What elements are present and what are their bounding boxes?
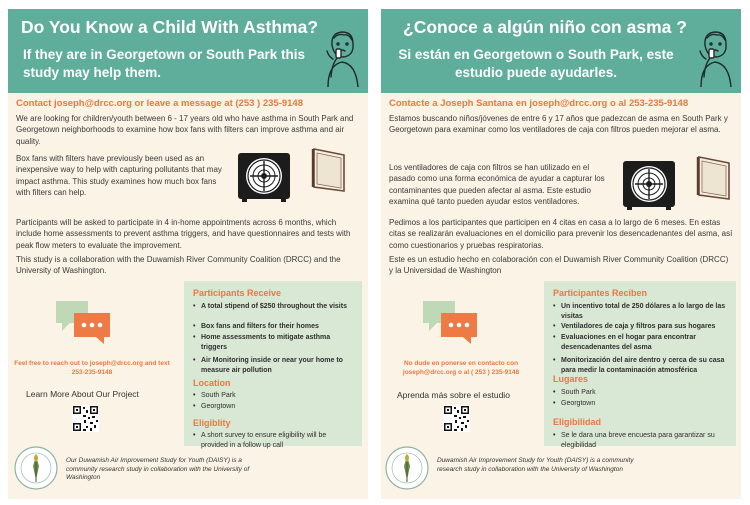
spanish-paragraph-participants: Pedimos a los participantes que participen en 4 citas en casa a lo largo de 6 meses. En estas citas se realizarán evaluaciones en el domicilio para prevenir los desencadenantes del asma, así como cuestionarios y pruebas respiratorias. bbox=[389, 218, 733, 250]
english-details-box bbox=[184, 281, 362, 449]
air-filter-icon bbox=[695, 155, 731, 201]
bullet-icon: • bbox=[193, 323, 196, 330]
english-paragraph-intro: We are looking for children/youth between 6 - 17 years old who have asthma in South Park and Georgetown neighborhoods to examine how box fans with filters can improve asthma and air quality. bbox=[16, 114, 354, 146]
english-eligibility-heading: Eligiblity bbox=[193, 418, 231, 428]
english-paragraph-participants: Participants will be asked to participate in 4 in-home appointments across 6 months, which include home assessments to prevent asthma triggers, and have questionnaires and tests with peak flow meters to evaluate the improvement. bbox=[16, 218, 351, 250]
spanish-receive-item: Evaluaciones en el hogar para encontrar desencadenantes del asma bbox=[561, 334, 696, 351]
spanish-reach-out-text: No dude en ponerse en contacto con joseph@drcc.org o al ( 253 ) 235-9148 bbox=[402, 360, 520, 376]
bullet-icon: • bbox=[553, 400, 556, 407]
english-paragraph-collaboration: This study is a collaboration with the Duwamish River Community Coalition (DRCC) and the University of Washington. bbox=[16, 255, 341, 276]
spanish-title: ¿Conoce a algún niño con asma ? bbox=[403, 17, 687, 37]
box-fan-icon bbox=[621, 159, 677, 211]
chat-bubbles-icon bbox=[54, 299, 114, 345]
bullet-icon: • bbox=[553, 389, 556, 396]
bullet-icon: • bbox=[193, 432, 196, 439]
spanish-contact-line: Contacte a Joseph Santana en joseph@drcc.org o al 253-235-9148 bbox=[389, 98, 689, 109]
spanish-location-item: Georgtown bbox=[561, 400, 596, 407]
spanish-paragraph-collaboration: Este es un estudio hecho en colaboración con el Duwamish River Community Coalition (DRCC) y la Universidad de Washington bbox=[389, 255, 729, 276]
english-receive-heading: Participants Receive bbox=[193, 288, 282, 298]
qr-code-icon[interactable] bbox=[443, 405, 470, 432]
bullet-icon: • bbox=[193, 334, 196, 341]
qr-code-icon[interactable] bbox=[72, 405, 99, 432]
spanish-flyer bbox=[381, 9, 741, 499]
spanish-eligibility-heading: Eligibilidad bbox=[553, 417, 602, 427]
bullet-icon: • bbox=[553, 303, 556, 310]
english-receive-item: Home assessments to mitigate asthma triggers bbox=[201, 334, 331, 351]
english-eligibility-item: A short survey to ensure eligibility will be provided in a follow up call bbox=[201, 432, 327, 449]
spanish-subtitle: Si están en Georgetown o South Park, este estudio puede ayudarles. bbox=[398, 47, 674, 80]
english-contact-line: Contact joseph@drcc.org or leave a message at (253 ) 235-9148 bbox=[16, 98, 303, 109]
english-receive-item: Air Monitoring inside or near your home to measure air pollution bbox=[201, 357, 343, 374]
english-title: Do You Know a Child With Asthma? bbox=[21, 17, 319, 37]
air-filter-icon bbox=[310, 147, 346, 193]
spanish-receive-heading: Participantes Reciben bbox=[553, 288, 648, 298]
english-subtitle: If they are in Georgetown or South Park this study may help them. bbox=[23, 47, 306, 80]
bullet-icon: • bbox=[553, 323, 556, 330]
spanish-location-heading: Lugares bbox=[553, 374, 589, 384]
english-learn-more-link[interactable]: Learn More About Our Project bbox=[26, 389, 139, 399]
bullet-icon: • bbox=[193, 403, 196, 410]
spanish-receive-item: Un incentivo total de 250 dólares a lo largo de las visitas bbox=[561, 303, 726, 320]
spanish-paragraph-fans: Los ventiladores de caja con filtros se han utilizado en el pasado como una forma económica de ayudar a capturar los contaminantes que pueden afectar al asma. Este estudio examina qué tanto pueden ayudar estos ventiladores. bbox=[389, 163, 605, 206]
duwamish-seal-logo-icon bbox=[385, 446, 429, 490]
english-receive-item: A total stipend of $250 throughout the visits bbox=[201, 303, 347, 310]
spanish-learn-more-link[interactable]: Aprenda más sobre el estudio bbox=[397, 390, 510, 400]
english-location-heading: Location bbox=[193, 378, 231, 388]
bullet-icon: • bbox=[553, 357, 556, 364]
duwamish-seal-logo-icon bbox=[14, 446, 58, 490]
bullet-icon: • bbox=[193, 392, 196, 399]
english-header bbox=[8, 9, 368, 93]
spanish-eligibility-item: Se le dara una breve encuesta para garantizar su elegibilidad bbox=[561, 432, 715, 449]
spanish-footer-note: Duwamish Air Improvement Study for Youth (DAISY) is a community research study in collaboration with the University of Washington bbox=[437, 457, 634, 473]
english-receive-item: Box fans and filters for their homes bbox=[201, 323, 319, 330]
spanish-receive-item: Monitorización del aire dentro y cerca de su casa para medir la contaminación atmosférica bbox=[561, 357, 725, 374]
asthma-inhaler-person-icon bbox=[695, 29, 735, 87]
asthma-inhaler-person-icon bbox=[322, 29, 362, 87]
bullet-icon: • bbox=[553, 432, 556, 439]
english-flyer bbox=[8, 9, 368, 499]
spanish-paragraph-intro: Estamos buscando niños/jóvenes de entre 6 y 17 años que padezcan de asma en South Park y Georgetown para examinar como los ventiladores de caja con filtros pueden mejorar el asma. bbox=[389, 114, 728, 135]
english-paragraph-fans: Box fans with filters have previously been used as an inexpensive way to help with capturing pollutants that may impact asthma. This study examines how much box fans with filters can help. bbox=[16, 154, 222, 197]
english-footer-note: Our Duwamish Air Improvement Study for Youth (DAISY) is a community research study in collaboration with the University of Washington bbox=[66, 457, 250, 481]
bullet-icon: • bbox=[193, 303, 196, 310]
spanish-location-item: South Park bbox=[561, 389, 596, 396]
english-reach-out-text: Feel free to reach out to joseph@drcc.org and text 253-235-9148 bbox=[14, 360, 170, 376]
english-location-item: South Park bbox=[201, 392, 236, 399]
chat-bubbles-icon bbox=[421, 299, 481, 345]
bullet-icon: • bbox=[553, 334, 556, 341]
spanish-details-box bbox=[544, 281, 736, 449]
english-location-item: Georgtown bbox=[201, 403, 236, 410]
box-fan-icon bbox=[236, 151, 292, 203]
spanish-receive-item: Ventiladores de caja y filtros para sus hogares bbox=[561, 323, 716, 330]
spanish-header bbox=[381, 9, 741, 93]
bullet-icon: • bbox=[193, 357, 196, 364]
